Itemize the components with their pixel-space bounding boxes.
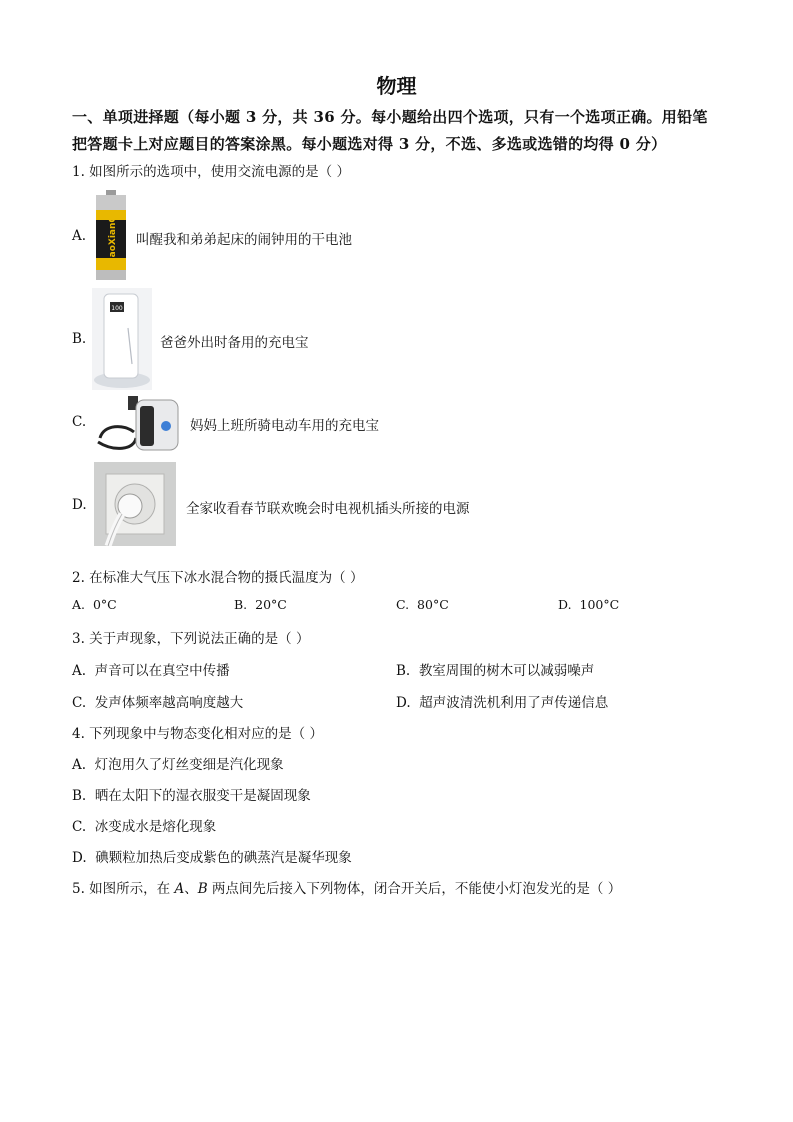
q3-option-b-text: 教室周围的树木可以减弱噪声 — [418, 663, 595, 679]
wall-socket-image — [94, 462, 176, 546]
q2-option-a — [72, 597, 117, 612]
page-title: 物理 — [376, 74, 417, 98]
section-header-line2: 把答题卡上对应题目的答案涂黑。每小题选对得 3 分，不选、多选或选错的均得 0 分） — [72, 135, 667, 153]
q2-option-b — [234, 597, 287, 612]
q3-option-a — [72, 659, 230, 679]
question-4-stem: 4. 下列现象中与物态变化相对应的是（ ） — [72, 726, 323, 742]
q2-option-d-label: D. — [558, 597, 572, 612]
q3-option-c-text: 发声体频率越高响度越大 — [94, 695, 244, 711]
question-1-stem: 1. 如图所示的选项中，使用交流电源的是（ ） — [72, 164, 350, 180]
q5-stem-post: 两点间先后接入下列物体，闭合开关后，不能使小灯泡发光的是（ ） — [207, 881, 622, 897]
power-bank-image — [92, 288, 152, 390]
q1-option-a-text: 叫醒我和弟弟起床的闹钟用的干电池 — [136, 232, 352, 248]
q4-option-a — [72, 753, 284, 773]
q3-option-b — [396, 659, 594, 679]
q5-point-b: B — [197, 881, 208, 897]
q2-option-b-text: 20°C — [255, 597, 287, 612]
q2-option-c-label: C. — [396, 597, 410, 612]
power-bank-screen-text: 100 — [111, 305, 123, 312]
q5-point-a: A — [174, 881, 185, 897]
ev-charger-image — [94, 394, 182, 456]
q4-option-d-label: D. — [72, 850, 87, 866]
question-3-stem: 3. 关于声现象，下列说法正确的是（ ） — [72, 631, 310, 647]
q3-option-a-label: A. — [72, 663, 87, 679]
q3-option-a-text: 声音可以在真空中传播 — [94, 663, 230, 679]
q2-option-a-label: A. — [72, 597, 86, 612]
q5-stem-pre: 5. 如图所示，在 — [72, 881, 175, 897]
q3-option-d-text: 超声波清洗机利用了声传递信息 — [419, 695, 609, 711]
q2-option-a-text: 0°C — [92, 597, 117, 612]
q3-option-c — [72, 691, 243, 711]
q5-sep: 、 — [184, 881, 198, 897]
q2-option-b-label: B. — [234, 597, 248, 612]
q3-option-d — [396, 691, 608, 711]
q1-option-d-text: 全家收看春节联欢晚会时电视机插头所接的电源 — [186, 501, 470, 517]
q4-option-a-text: 灯泡用久了灯丝变细是汽化现象 — [94, 757, 284, 773]
q1-option-a-label: A. — [72, 228, 87, 244]
q2-option-d-text: 100°C — [579, 597, 620, 612]
q4-option-d — [72, 846, 352, 866]
q3-option-c-label: C. — [72, 695, 87, 711]
q4-option-c-label: C. — [72, 819, 87, 835]
q4-option-b-text: 晒在太阳下的湿衣服变干是凝固现象 — [94, 788, 311, 804]
q2-option-c — [396, 597, 449, 612]
q4-option-b-label: B. — [72, 788, 87, 804]
section-header-line1: 一、单项进择题（每小题 3 分，共 36 分。每小题给出四个选项，只有一个选项正确。用铅笔 — [72, 108, 708, 126]
q1-option-b-label: B. — [72, 331, 87, 347]
battery-brand-text: GaoXianG — [108, 215, 118, 265]
q2-option-c-text: 80°C — [417, 597, 449, 612]
q1-option-c-label: C. — [72, 414, 87, 430]
q3-option-d-label: D. — [396, 695, 411, 711]
q2-option-d — [558, 597, 619, 612]
question-5-stem — [72, 877, 621, 897]
q4-option-c-text: 冰变成水是熔化现象 — [94, 819, 217, 835]
q4-option-a-label: A. — [72, 757, 87, 773]
q1-option-d-label: D. — [72, 497, 87, 513]
q1-option-b-text: 爸爸外出时备用的充电宝 — [160, 335, 309, 351]
question-2-stem: 2. 在标准大气压下冰水混合物的摄氏温度为（ ） — [72, 570, 364, 586]
q3-option-b-label: B. — [396, 663, 411, 679]
q4-option-d-text: 碘颗粒加热后变成紫色的碘蒸汽是凝华现象 — [95, 850, 352, 866]
q1-option-c-text: 妈妈上班所骑电动车用的充电宝 — [190, 418, 379, 434]
battery-image — [94, 190, 128, 282]
q4-option-c — [72, 815, 216, 835]
q4-option-b — [72, 784, 311, 804]
